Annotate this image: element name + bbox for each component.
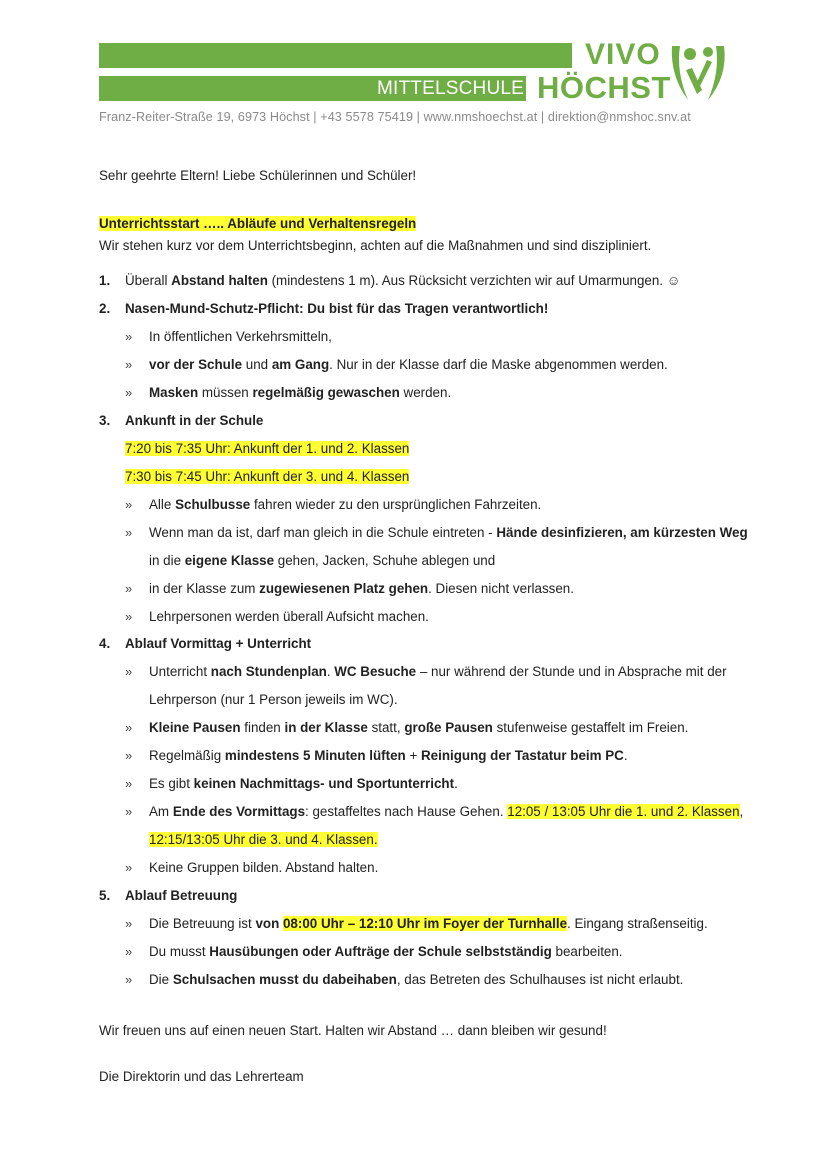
list-item: Keine Gruppen bilden. Abstand halten. xyxy=(149,860,379,875)
bullet-icon: » xyxy=(125,804,133,819)
list-item: Regelmäßig mindestens 5 Minuten lüften + Reinigung der Tastatur beim PC. xyxy=(149,748,628,763)
section-1-text: Überall Abstand halten (mindestens 1 m). Aus Rücksicht verzichten wir auf Umarmungen. ☺ xyxy=(125,273,681,288)
section-5-title: Ablauf Betreuung xyxy=(125,888,238,903)
list-item-continuation: in die eigene Klasse gehen, Jacken, Schuhe ablegen und xyxy=(149,553,496,568)
list-item: Es gibt keinen Nachmittags- und Sportunterricht. xyxy=(149,776,458,791)
greeting: Sehr geehrte Eltern! Liebe Schülerinnen und Schüler! xyxy=(99,168,417,183)
bullet-icon: » xyxy=(125,357,133,372)
bullet-icon: » xyxy=(125,720,133,735)
list-item-continuation: Lehrperson (nur 1 Person jeweils im WC). xyxy=(149,692,398,707)
list-item: In öffentlichen Verkehrsmitteln, xyxy=(149,329,332,344)
bullet-icon: » xyxy=(125,329,133,344)
section-3-number: 3. xyxy=(99,413,111,428)
list-item: Du musst Hausübungen oder Aufträge der Schule selbstständig bearbeiten. xyxy=(149,944,623,959)
section-5-number: 5. xyxy=(99,888,111,903)
school-address: Franz-Reiter-Straße 19, 6973 Höchst | +43 5578 75419 | www.nmshoechst.at | direktion@nmshoc.snv.at xyxy=(99,110,691,124)
signature: Die Direktorin und das Lehrerteam xyxy=(99,1069,304,1084)
bullet-icon: » xyxy=(125,944,133,959)
section-1-number: 1. xyxy=(99,273,111,288)
list-item: Die Betreuung ist von 08:00 Uhr – 12:10 Uhr im Foyer der Turnhalle. Eingang straßenseitig. xyxy=(149,916,708,931)
logo-hoechst: HÖCHST xyxy=(537,70,671,105)
list-item: vor der Schule und am Gang. Nur in der Klasse darf die Maske abgenommen werden. xyxy=(149,357,668,372)
bullet-icon: » xyxy=(125,860,133,875)
school-type-label: MITTELSCHULE xyxy=(376,78,525,99)
section-3-title: Ankunft in der Schule xyxy=(125,413,264,428)
list-item: Am Ende des Vormittags: gestaffeltes nach Hause Gehen. 12:05 / 13:05 Uhr die 1. und 2. Klassen, xyxy=(149,804,744,819)
bullet-icon: » xyxy=(125,748,133,763)
logo-bar-top xyxy=(99,43,572,68)
list-item: Die Schulsachen musst du dabeihaben, das Betreten des Schulhauses ist nicht erlaubt. xyxy=(149,972,684,987)
list-item: Masken müssen regelmäßig gewaschen werden. xyxy=(149,385,452,400)
headline: Unterrichtsstart ….. Abläufe und Verhaltensregeln xyxy=(99,216,417,231)
list-item: Wenn man da ist, darf man gleich in die Schule eintreten - Hände desinfizieren, am kürzesten Weg xyxy=(149,525,748,540)
list-item: Kleine Pausen finden in der Klasse statt, große Pausen stufenweise gestaffelt im Freien. xyxy=(149,720,689,735)
section-2-title: Nasen-Mund-Schutz-Pflicht: Du bist für das Tragen verantwortlich! xyxy=(125,301,549,316)
list-item: in der Klasse zum zugewiesenen Platz gehen. Diesen nicht verlassen. xyxy=(149,581,574,596)
bullet-icon: » xyxy=(125,916,133,931)
list-item: Unterricht nach Stundenplan. WC Besuche – nur während der Stunde und in Absprache mit der xyxy=(149,664,727,679)
closing-text: Wir freuen uns auf einen neuen Start. Halten wir Abstand … dann bleiben wir gesund! xyxy=(99,1023,607,1038)
bullet-icon: » xyxy=(125,609,133,624)
bullet-icon: » xyxy=(125,972,133,987)
list-item: Lehrpersonen werden überall Aufsicht machen. xyxy=(149,609,429,624)
bullet-icon: » xyxy=(125,581,133,596)
list-item: Alle Schulbusse fahren wieder zu den ursprünglichen Fahrzeiten. xyxy=(149,497,542,512)
bullet-icon: » xyxy=(125,385,133,400)
bullet-icon: » xyxy=(125,525,133,540)
school-emblem-icon xyxy=(666,42,730,104)
section-4-number: 4. xyxy=(99,636,111,651)
bullet-icon: » xyxy=(125,776,133,791)
intro-text: Wir stehen kurz vor dem Unterrichtsbeginn, achten auf die Maßnahmen und sind diszipliniert. xyxy=(99,238,652,253)
arrival-time-2: 7:30 bis 7:45 Uhr: Ankunft der 3. und 4. Klassen xyxy=(125,469,410,484)
section-4-title: Ablauf Vormittag + Unterricht xyxy=(125,636,312,651)
bullet-icon: » xyxy=(125,497,133,512)
section-2-number: 2. xyxy=(99,301,111,316)
logo-vivo: VIVO xyxy=(585,38,661,71)
list-item-continuation: 12:15/13:05 Uhr die 3. und 4. Klassen. xyxy=(149,832,378,847)
bullet-icon: » xyxy=(125,664,133,679)
arrival-time-1: 7:20 bis 7:35 Uhr: Ankunft der 1. und 2. Klassen xyxy=(125,441,410,456)
